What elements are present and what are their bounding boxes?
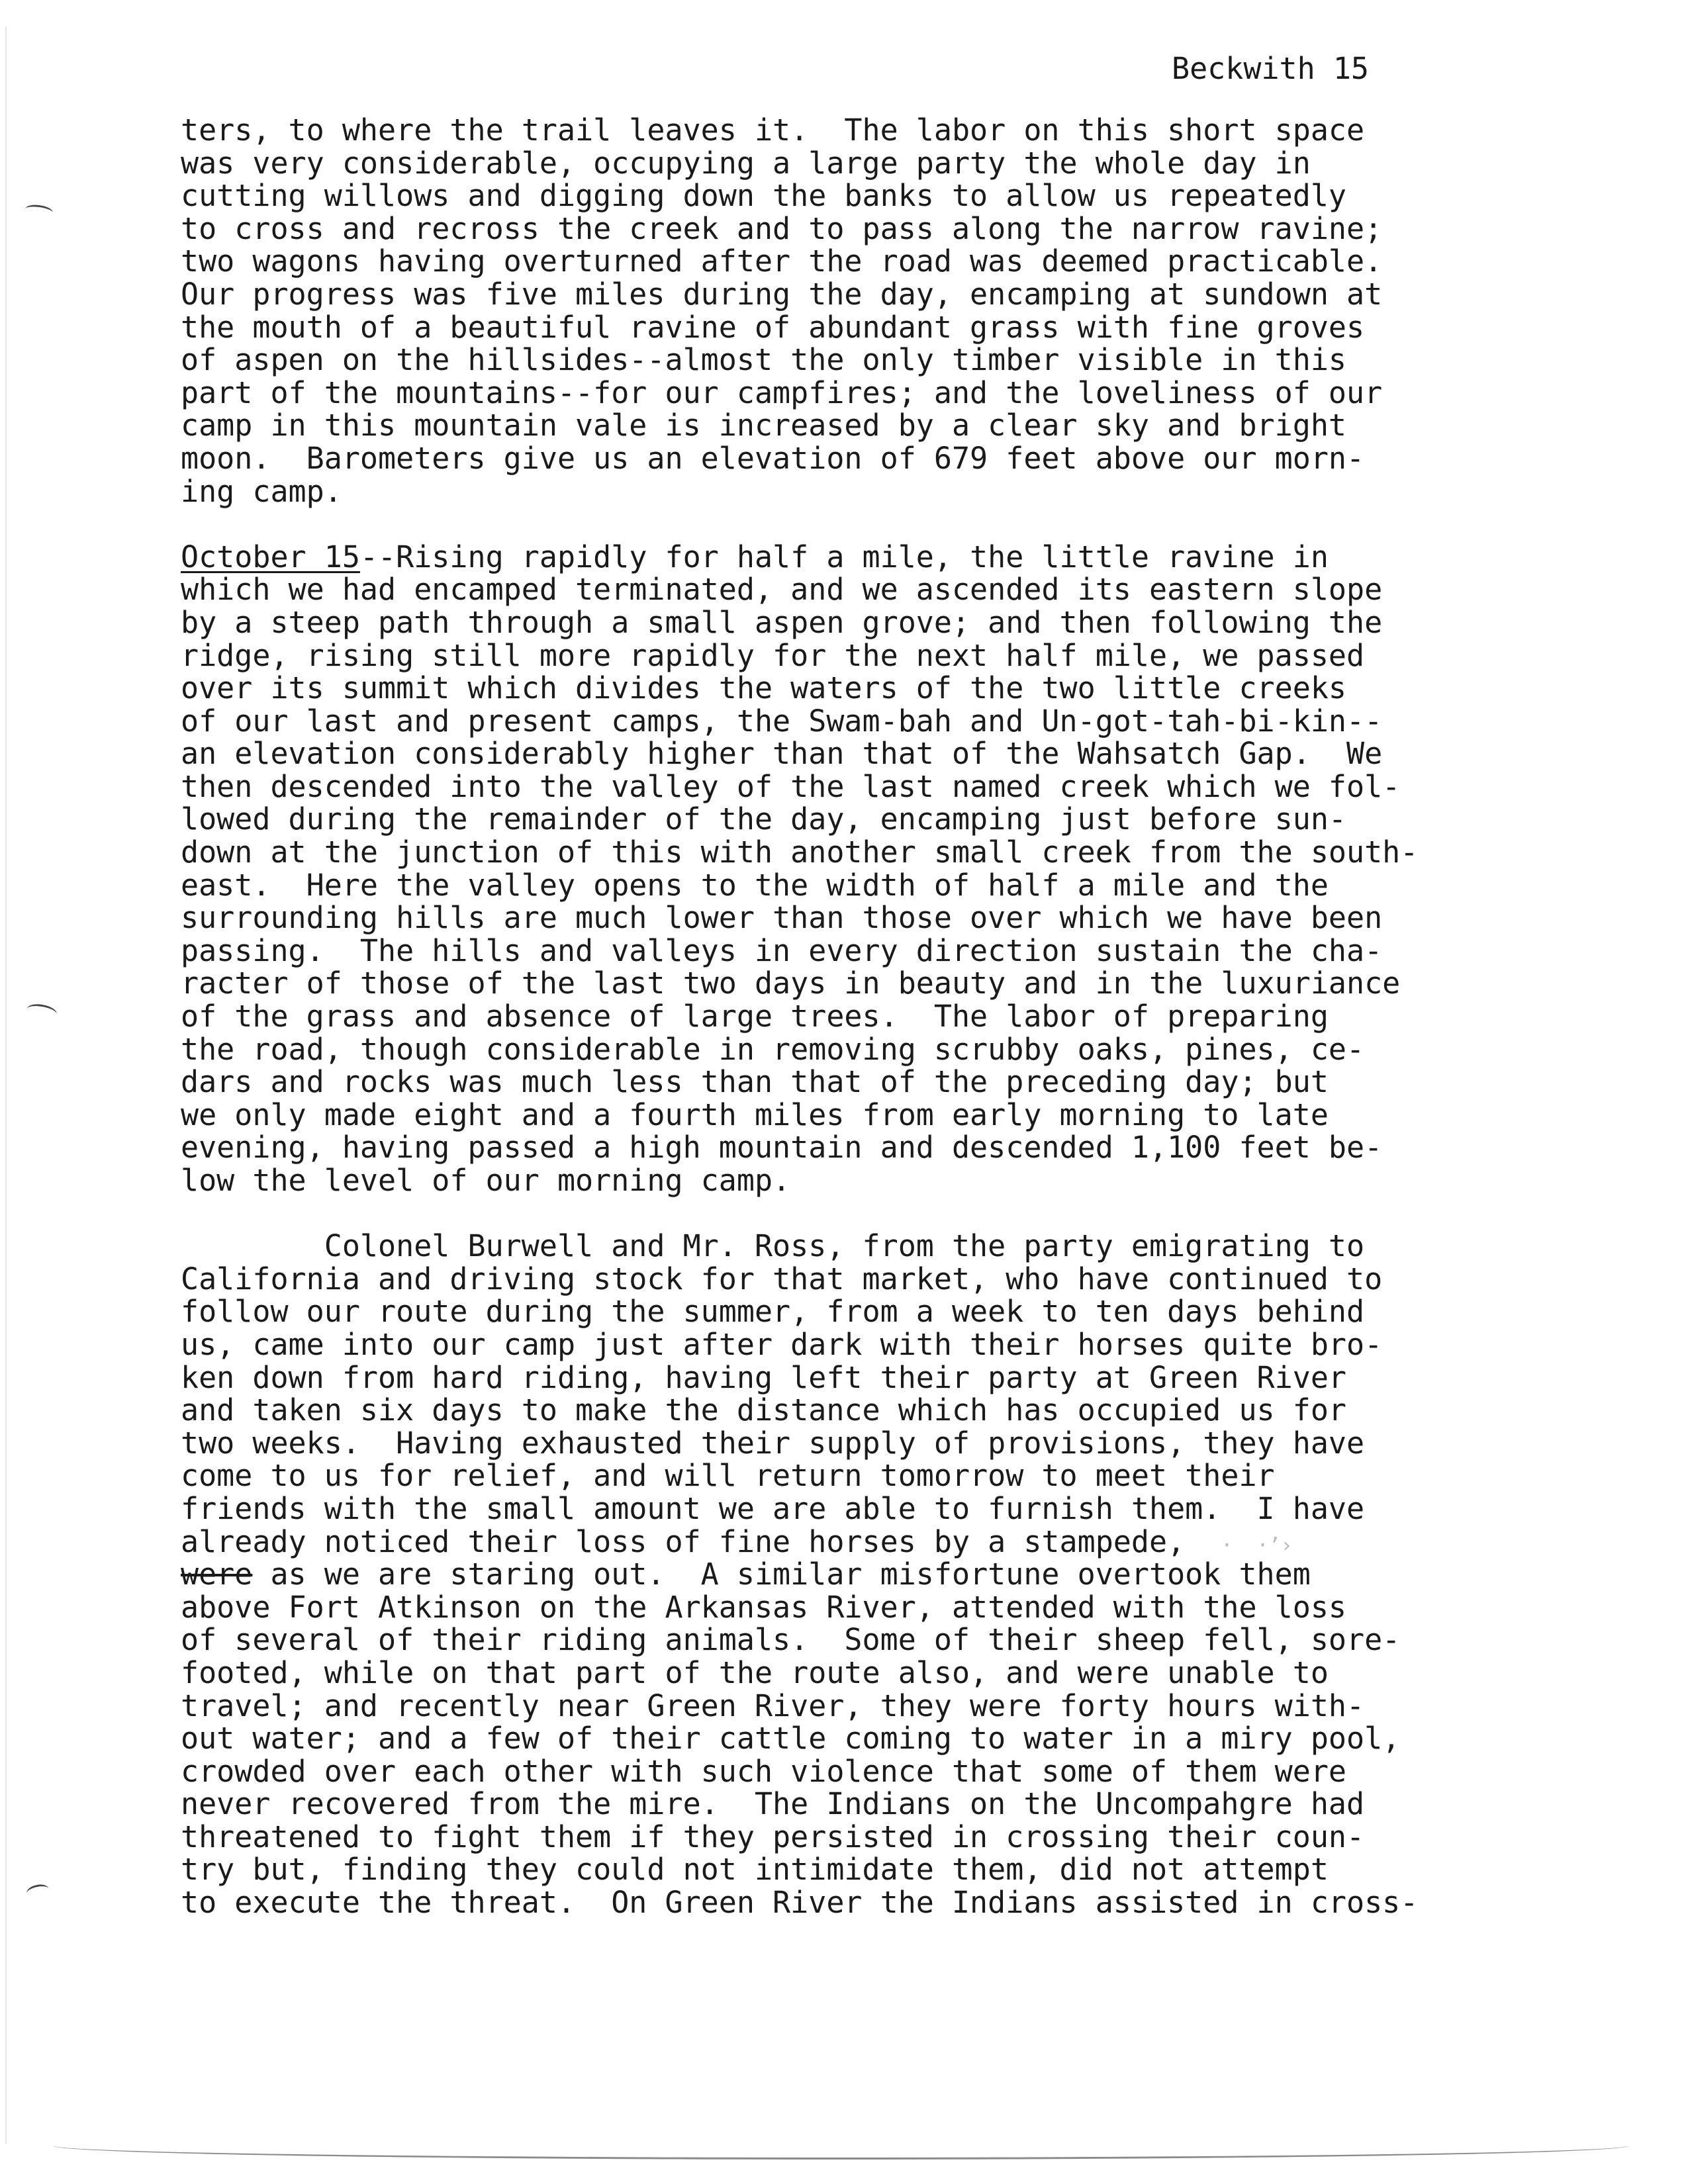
- scan-bottom-edge: [53, 2143, 1628, 2160]
- text-line: to execute the threat. On Green River the Indians assisted in cross-: [181, 1885, 1419, 1921]
- text-line: dars and rocks was much less than that of the preceding day; but: [181, 1064, 1329, 1100]
- text-line: the mouth of a beautiful ravine of abundant grass with fine groves: [181, 309, 1365, 345]
- text-line: of several of their riding animals. Some of their sheep fell, sore-: [181, 1622, 1401, 1658]
- text-line: Colonel Burwell and Mr. Ross, from the party emigrating to: [181, 1228, 1365, 1264]
- text-line: we only made eight and a fourth miles from early morning to late: [181, 1097, 1329, 1132]
- text-line: come to us for relief, and will return tomorrow to meet their: [181, 1458, 1275, 1494]
- date-label: October 15: [181, 539, 360, 574]
- text-line: passing. The hills and valleys in every direction sustain the cha-: [181, 933, 1383, 968]
- text-line: out water; and a few of their cattle coming to water in a miry pool,: [181, 1721, 1401, 1756]
- text-line: moon. Barometers give us an elevation of 679 feet above our morn-: [181, 440, 1365, 476]
- struck-word: were: [181, 1557, 253, 1592]
- text-line: two wagons having overturned after the road was deemed practicable.: [181, 244, 1383, 279]
- text-line: cutting willows and digging down the banks to allow us repeatedly: [181, 178, 1346, 214]
- text-line: lowed during the remainder of the day, encamping just before sun-: [181, 801, 1346, 837]
- text-line: [181, 1558, 1657, 1591]
- text-line: which we had encamped terminated, and we ascended its eastern slope: [181, 572, 1383, 608]
- text-line: surrounding hills are much lower than those over which we have been: [181, 900, 1383, 936]
- smudge-mark: · ·’›: [1185, 1533, 1293, 1557]
- margin-mark-1: [24, 203, 54, 218]
- paragraph-gap: [181, 1197, 1657, 1230]
- text-line: to cross and recross the creek and to pass along the narrow ravine;: [181, 210, 1383, 246]
- margin-mark-2: [26, 1002, 58, 1021]
- text-line: east. Here the valley opens to the width of half a mile and the: [181, 867, 1329, 903]
- text-line: ridge, rising still more rapidly for the next half mile, we passed: [181, 637, 1365, 673]
- text-line: over its summit which divides the waters of the two little creeks: [181, 670, 1346, 706]
- text-line: follow our route during the summer, from a week to ten days behind: [181, 1294, 1365, 1330]
- text-line: friends with the small amount we are able to furnish them. I have: [181, 1490, 1365, 1526]
- text-line: travel; and recently near Green River, they were forty hours with-: [181, 1688, 1365, 1723]
- text-line: down at the junction of this with another small creek from the south-: [181, 835, 1419, 870]
- paragraph-3: [181, 1230, 1657, 1919]
- text-line: an elevation considerably higher than that of the Wahsatch Gap. We: [181, 736, 1383, 772]
- text-line: ing camp.: [181, 473, 342, 509]
- paragraph-1: [181, 114, 1657, 508]
- text-line: [181, 1525, 1657, 1559]
- page-header: Beckwith 15: [1172, 51, 1370, 86]
- text-line: ters, to where the trail leaves it. The labor on this short space: [181, 113, 1365, 148]
- text-span: as we are staring out. A similar misfortune overtook them: [252, 1557, 1311, 1592]
- text-line: the road, though considerable in removing scrubby oaks, pines, ce-: [181, 1031, 1365, 1067]
- text-line: and taken six days to make the distance which has occupied us for: [181, 1392, 1346, 1428]
- text-line: California and driving stock for that market, who have continued to: [181, 1261, 1383, 1297]
- scan-left-edge: [5, 26, 7, 2144]
- text-line: footed, while on that part of the route also, and were unable to: [181, 1655, 1329, 1690]
- text-line: try but, finding they could not intimidate them, did not attempt: [181, 1852, 1329, 1888]
- text-line: never recovered from the mire. The Indians on the Uncompahgre had: [181, 1786, 1365, 1822]
- text-line: of our last and present camps, the Swam-bah and Un-got-tah-bi-kin--: [181, 703, 1383, 739]
- text-line: ken down from hard riding, having left their party at Green River: [181, 1359, 1346, 1395]
- text-line: crowded over each other with such violence that some of them were: [181, 1753, 1346, 1789]
- text-span: --Rising rapidly for half a mile, the little ravine in: [359, 539, 1329, 574]
- text-line: part of the mountains--for our campfires; and the loveliness of our: [181, 375, 1383, 410]
- text-line: Our progress was five miles during the day, encamping at sundown at: [181, 276, 1383, 312]
- text-line: of aspen on the hillsides--almost the only timber visible in this: [181, 342, 1346, 378]
- margin-mark-3: [25, 1883, 50, 1900]
- text-line: then descended into the valley of the last named creek which we fol-: [181, 768, 1401, 804]
- text-line: [181, 541, 1657, 574]
- text-line: two weeks. Having exhausted their supply of provisions, they have: [181, 1425, 1365, 1461]
- text-line: camp in this mountain vale is increased by a clear sky and bright: [181, 408, 1346, 443]
- text-line: racter of those of the last two days in beauty and in the luxuriance: [181, 966, 1401, 1001]
- text-line: threatened to fight them if they persisted in crossing their coun-: [181, 1819, 1365, 1854]
- text-span: already noticed their loss of fine horses by a stampede,: [181, 1524, 1186, 1559]
- paragraph-gap: [181, 508, 1657, 541]
- text-line: by a steep path through a small aspen grove; and then following the: [181, 604, 1383, 640]
- text-line: above Fort Atkinson on the Arkansas River, attended with the loss: [181, 1589, 1346, 1625]
- text-line: low the level of our morning camp.: [181, 1163, 791, 1198]
- text-line: evening, having passed a high mountain and descended 1,100 feet be-: [181, 1130, 1383, 1165]
- paragraph-2: [181, 541, 1657, 1197]
- document-body: [181, 114, 1657, 1919]
- text-line: us, came into our camp just after dark with their horses quite bro-: [181, 1326, 1383, 1362]
- text-line: of the grass and absence of large trees. The labor of preparing: [181, 999, 1329, 1034]
- text-line: was very considerable, occupying a large party the whole day in: [181, 145, 1311, 181]
